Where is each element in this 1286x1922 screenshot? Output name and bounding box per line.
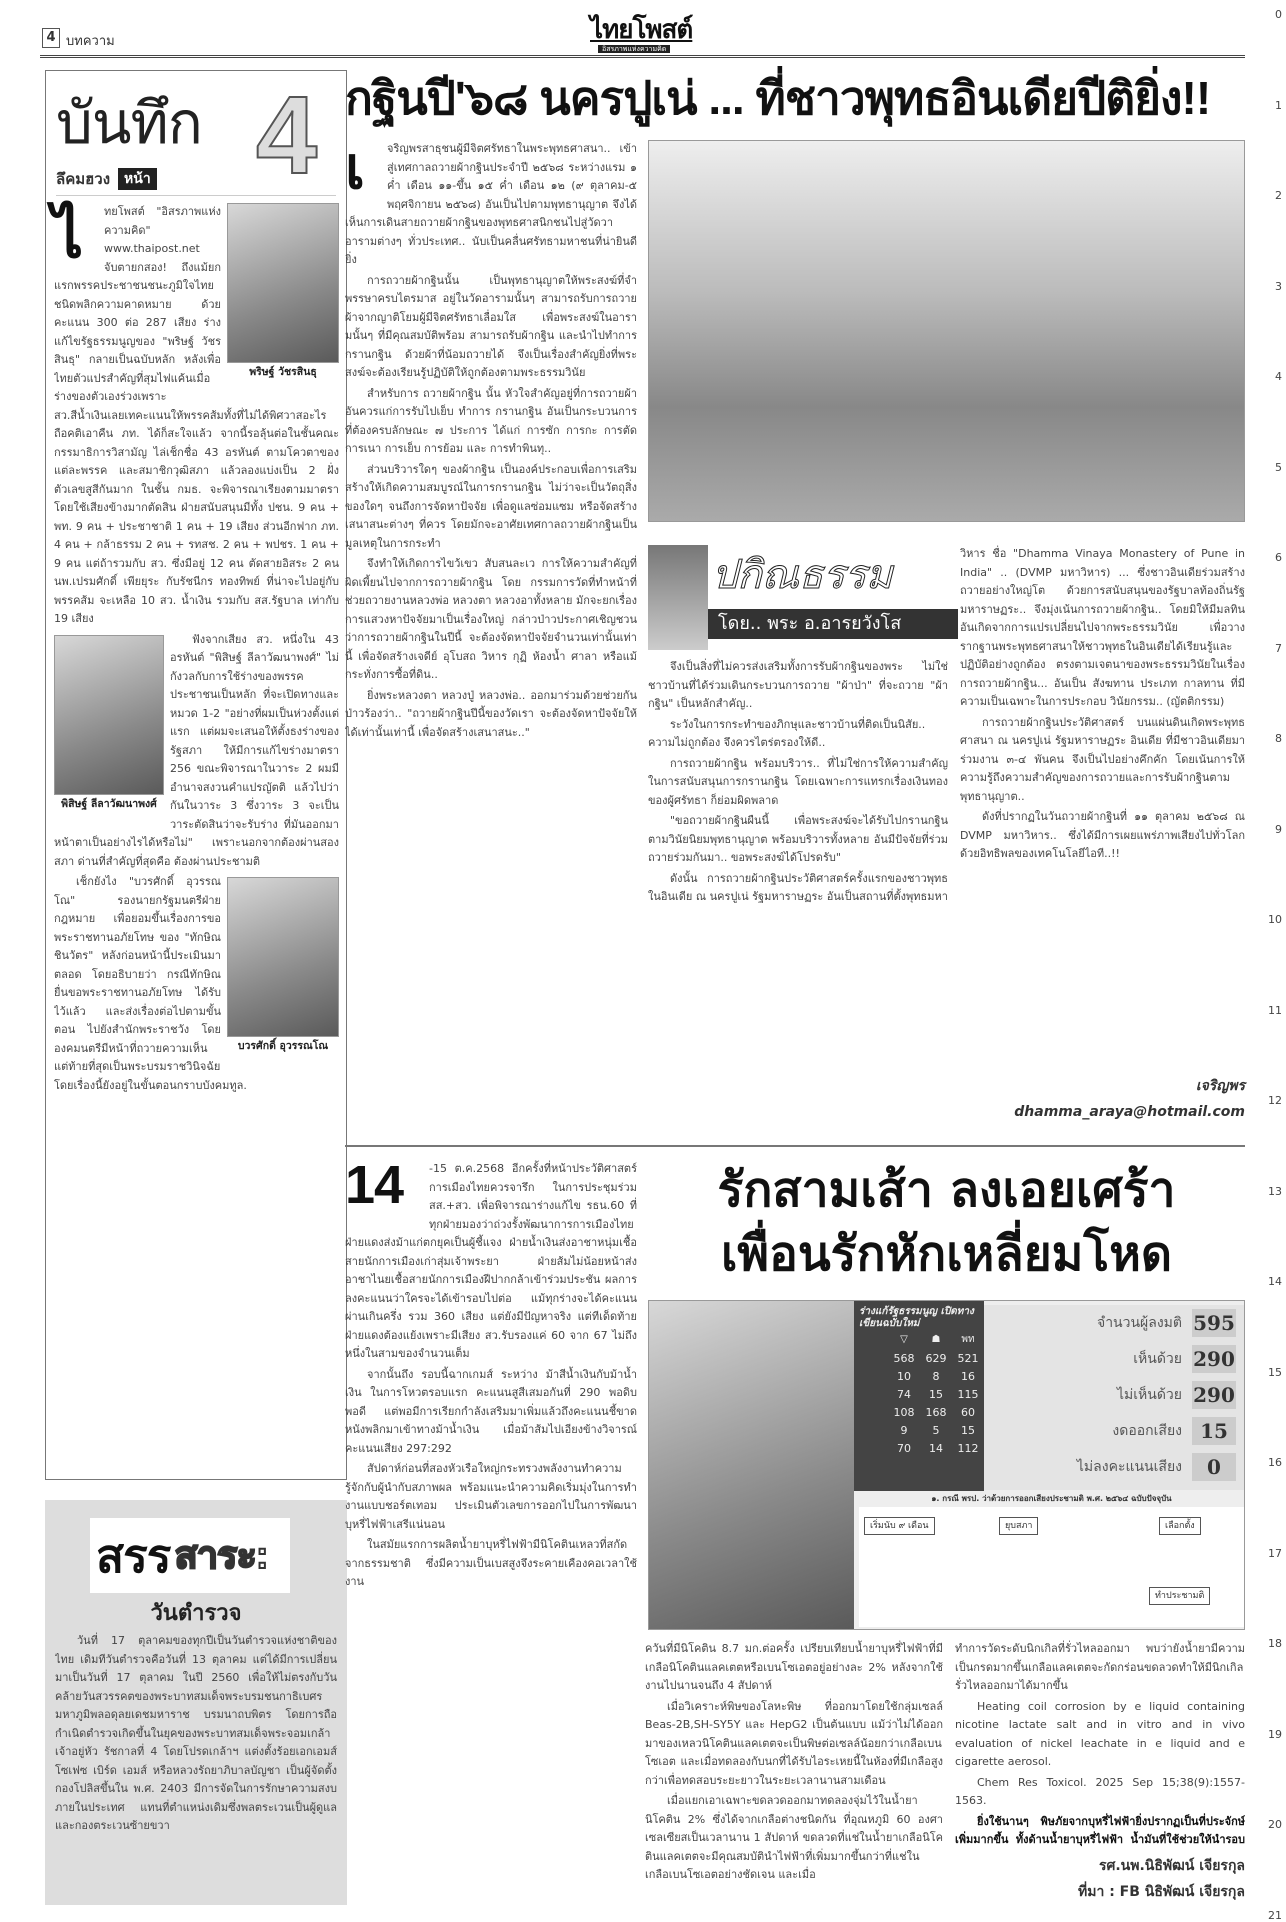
vote-cell: 115 xyxy=(957,1388,979,1401)
tally-value: 290 xyxy=(1193,1383,1235,1407)
photo-pirin: พริษฐ์ วัชรสินธุ xyxy=(227,203,339,385)
box-text: วันที่ 17 ตุลาคมของทุกปีเป็นวันตำรวจแห่งชาติของไทย เดิมทีวันตำรวจคือวันที่ 13 ตุลาคม แต่ได้มีการเปลี่ยนมาเป็นวันที่ 17 ตุลาคม ในปี 2560 เพื่อให้ไม่ตรงกับวันคล้ายวันสวรรคตของพระบาทสมเด็จพระบรมชนกาธิเบศร มหาภูมิพลอดุลยเดชมหาราช บรมนาถบพิตร โดยการถือกำเนิดตำรวจเกิดขึ้นในยุคของพระบาทสมเด็จพระจอมเกล้าเจ้าอยู่หัว รัชกาลที่ 4 โดยโปรดเกล้าฯ แต่งตั้งร้อยเอกเอมส์ โซเฟซ เบิร์ด เอมส์ หรือหลวงรัถยาภิบาลบัญชา เป็นผู้จัดตั้งกองโปลิสขึ้นใน พ.ศ. 2403 มีการจัดในการรักษาความสงบภายในประเทศ แทนที่ตำแหน่งเดิมซึ่งพลตระเวนเป็นผู้ดูแล และกองตระเวนซ้ายขวา xyxy=(55,1634,337,1832)
column-logo xyxy=(56,81,336,196)
box-title: วันตำรวจ xyxy=(150,1601,242,1626)
vote-row xyxy=(859,1350,979,1368)
photo-bowornsak: บวรศักดิ์ อุวรรณโณ xyxy=(227,877,339,1059)
vote-cell: 10 xyxy=(897,1370,911,1383)
kathin-ceremony-photo xyxy=(648,140,1245,522)
party-logo: ☗ xyxy=(931,1334,941,1345)
ruler-mark: 8 xyxy=(1275,732,1282,745)
article1-sign: เจริญพร xyxy=(1195,1078,1245,1094)
tally-label: ไม่เห็นด้วย xyxy=(1116,1387,1182,1403)
ruler-mark: 9 xyxy=(1275,822,1282,836)
article1-col1: จริญพรสาธุชนผู้มีจิตศรัทธาในพระพุทธศาสนา.. เข้าสู่เทศกาลถวายผ้ากฐินประจำปี ๒๕๖๘ ระหว่างแรม ๑ ค่ำ เดือน ๑๑-ขึ้น ๑๕ ค่ำ เดือน ๑๒ (๙ ตุลาคม-๕ พฤศจิกายน ๒๕๖๘) อันเป็นไปตามพุทธานุญาต จึงได้เห็นการเดินสายถวายผ้ากฐินของพุทธศาสนิกชนไปสู่วัดวาอารามต่างๆ ทั่วประเทศ.. นับเป็นคลื่นศรัทธามหาชนที่น่ายินดียิ่ง การถวายผ้ากฐินนั้น เป็นพุทธานุญาตให้พระสงฆ์ที่จำพรรษาครบไตรมาส อยู่ในวัดอารามนั้นๆ สามารถรับการถวายผ้าจากญาติโยมผู้มีจิตศรัทธาเลื่อมใส เพื่อพระสงฆ์ในอารามนั้นๆ ที่มีคุณสมบัติพร้อม สามารถรับผ้ากฐิน และนำไปทำการ กรานกฐิน ด้วยผ้าที่น้อมถวายได้ จึงเป็นเรื่องสำคัญยิ่งที่พระสงฆ์จะต้องเรียนรู้ปฏิบัติให้ถูกต้องตามพระธรรมวินัย สำหรับการ ถวายผ้ากฐิน นั้น หัวใจสำคัญอยู่ที่การถวายผ้าอันควรแก่การรับไปเย็บ ทำการ กรานกฐิน อันเป็นกระบวนการที่ต้องครบลักษณะ ๗ ประการ ได้แก่ การซัก การกะ การตัด การเนา การเย็บ การย้อม และ การทำพินทุ.. ส่วนบริวารใดๆ ของผ้ากฐิน เป็นองค์ประกอบเพื่อการเสริมสร้างให้เกิดความสมบูรณ์ในการกรานกฐิน ไม่ว่าจะเป็นวัตถุสิ่งของใดๆ จนถึงการจัดหาปัจจัย เพื่อดูแลซ่อมแซม หรือจัดสร้างเสนาสนะต่างๆ ที่ควร โดยมักจะอาศัยเทศกาลถวายผ้ากฐินเป็นมูลเหตุในการกระทำ จึงทำให้เกิดการไขว้เขว สับสนละเว การให้ความสำคัญที่ผิดเพี้ยนไปจากการถวายผ้ากฐิน โดย กรรมการวัดที่ทำหน้าที่ช่วยถวายงานหลวงพ่อ หลวงตา หลวงอาทั้งหลาย มักจะยกเรื่องการแสวงหาปัจจัยมาเป็นเรื่องใหญ่ กล่าวป่าวประกาศเชิญชวน ว่าการถวายผ้ากฐินในปีนี้ จะต้องจัดหาปัจจัยจำนวนเท่านั้นเท่านี้ เพื่อจัดสร้างเจดีย์ อุโบสถ วิหาร กุฏิ ห้องน้ำ ศาลา หรือแม้กระทั่งการซื้อที่ดิน.. ยิ่งพระหลวงตา หลวงปู่ หลวงพ่อ.. ออกมาร่วมด้วยช่วยกันป่าวร้องว่า.. "ถวายผ้ากฐินปีนี้ของวัดเรา จะต้องจัดหาปัจจัยให้ได้เท่านั้นเท่านี้ เพื่อจัดสร้างเสนาสนะ.." xyxy=(345,142,637,739)
divider xyxy=(345,1145,1245,1147)
timeline-box: เริ่มนับ ๙ เดือน xyxy=(864,1517,935,1535)
tally-value: 595 xyxy=(1193,1311,1235,1335)
photo-pisit: พิสิษฐ์ ลีลาวัฒนาพงศ์ xyxy=(54,635,164,817)
tally-panel xyxy=(984,1305,1244,1490)
ruler-mark: 13 xyxy=(1268,1184,1282,1198)
drop-cap: เ xyxy=(345,136,364,201)
ruler-mark: 14 xyxy=(1268,1275,1282,1288)
drop-cap: ไ xyxy=(52,202,83,271)
column-text: พริษฐ์ วัชรสินธุ ทยโพสต์ "อิสรภาพแห่งความคิด" www.thaipost.net จับตายกสอง! ถึงแม้ยกแรกพรรคประชาชนชนะภูมิใจไทยชนิดพลิกความคาดหมาย ด้วยคะแนน 300 ต่อ 287 เสียง ร่างแก้ไขรัฐธรรมนูญของ "พริษฐ์ วัชรสินธุ" กลายเป็นฉบับหลัก หลังเพื่อไทยตัวแปรสำคัญที่สุมไฟแค้นเมื่อร่างของตัวเองร่วงเพราะ สว.สีน้ำเงินเลยเทคะแนนให้พรรคส้มทั้งที่ไม่ได้พิศวาสอะไร ถือคติเอาคืน ภท. ได้ก็สะใจแล้ว จากนี้รอลุ้นต่อในชั้นคณะกรรมาธิการวิสามัญ ไล่เช็กชื่อ 43 อรหันต์ ตามโควตาของแต่ละพรรค และสมาชิกวุฒิสภา แล้วลองแบ่งเป็น 2 ฝั่ง ตัวเลขสูสีกันมาก ในชั้น กมธ. จะพิจารณาเรียงตามมาตรา โดยใช้เสียงข้างมากตัดสิน ฝ่ายสนับสนุนมีทั้ง ปชน. 9 คน + พท. 9 คน + ประชาชาติ 1 คน + 19 เสียง ส่วนอีกฟาก ภท. 4 คน + กล้าธรรม 2 คน + รทสช. 2 คน + พปชร. 1 คน + 9 คน แต่ถ้ารวมกับ สว. ซึ่งมีอยู่ 12 คน ตัดสายอิสระ 2 คน นพ.เปรมศักดิ์ เพียยุระ กับรัชนีกร ทองทิพย์ ที่น่าจะไปอยู่กับพรรคส้ม จะเหลือ 10 สว. น้ำเงิน รวมกับ สส.รัฐบาล เท่ากับ 19 เสียง พิสิษฐ์ ลีลาวัฒนาพงศ์ ฟังจากเสียง สว. หนึ่งใน 43 อรหันต์ "พิสิษฐ์ ลีลาวัฒนาพงศ์" ไม่กังวลกับการใช้ร่างของพรรคประชาชนเป็นหลัก ที่จะเปิดทางและหมวด 1-2 "อย่างที่ผมเป็นห่วงตั้งแต่แรก แต่ผมจะเสนอให้ตั้งธงร่างของรัฐสภา ให้มีการแก้ไขร่างมาตรา 256 ขณะพิจารณาในวาระ 2 ผมมีอำนาจสงวนคำแปรญัตติ แล้วไปว่ากันในวาระ 3 ซึ่งวาระ 3 จะเป็นวาระตัดสินว่าจะรับร่าง ที่มันออกมาหน้าตาเป็นอย่างไรได้หรือไม่" เพราะนอกจากต้องผ่านสองสภา ด่านที่สำคัญที่สุดคือ ต้องผ่านประชามติ บวรศักดิ์ อุวรรณโณ เช็กยังไง "บวรศักดิ์ อุวรรณโณ" รองนายกรัฐมนตรีฝ่ายกฎหมาย เพื่อยอมขึ้นเรื่องการขอพระราชทานอภัยโทษ ของ "ทักษิณ ชินวัตร" หลังก่อนหน้านี้ประเมินมาตลอด โดยอธิบายว่า กรณีทักษิณยื่นขอพระราชทานอภัยโทษ ได้รับไว้แล้ว และส่งเรื่องต่อไปตามขั้นตอน ไปยังสำนักพระราชวัง โดยองคมนตรีมีหน้าที่ถวายความเห็น แต่ท้ายที่สุดเป็นพระบรมราชวินิจฉัย โดยเรื่องนี้ยังอยู่ในขั้นตอนกราบบังคมทูล. xyxy=(54,205,339,1092)
ruler-mark: 2 xyxy=(1275,189,1282,202)
timeline-box: ยุบสภา xyxy=(999,1517,1038,1535)
vote-cell: 16 xyxy=(961,1370,975,1383)
brand-title: ปกิณธรรม xyxy=(712,552,893,598)
column-brand xyxy=(648,545,958,650)
vote-cell: 521 xyxy=(957,1352,979,1365)
vote-cell: 60 xyxy=(961,1406,975,1419)
tally-label: จำนวนผู้ลงมติ xyxy=(1096,1315,1182,1331)
vote-cell: 8 xyxy=(932,1370,940,1383)
ruler-mark: 18 xyxy=(1268,1637,1282,1650)
vote-cell: 568 xyxy=(893,1352,915,1365)
info-box xyxy=(45,1500,347,1905)
timeline-box: เลือกตั้ง xyxy=(1159,1517,1201,1535)
timeline-box: ทำประชามติ xyxy=(1149,1587,1210,1605)
article2-col1: -15 ต.ค.2568 อีกครั้งที่หน้าประวัติศาสตร์การเมืองไทยควรจารึก ในการประชุมร่วม สส.+สว. เพื่อพิจารณาร่างแก้ไข รธน.60 ที่ทุกฝ่ายมองว่าถ่วงรั้งพัฒนาการการเมืองไทย ฝ่ายแดงส่งม้าแก่ตกยุคเป็นผู้ชี้แจง ฝ่ายน้ำเงินส่งอาชาหนุ่มเชื้อสายนักการเมืองเก่าสุ่มเจ้าพระยา ฝ่ายส้มไม่น้อยหน้าส่งอาชาไนยเชื้อสายนักการเมืองฝีปากกล้าเข้าร่วมประชัน ผลการลงคะแนนว่าใครจะได้เข้ารอบไปต่อ แม้ทุกร่างจะได้คะแนนผ่านเกินครึ่ง รวม 360 เสียง แต่ยังมีปัญหาจริง แต่ทีเด็ดท้าย ฝ่ายแดงต้องแย้งเพราะมีเสียง สว.รับรองแค่ 60 จาก 67 ไม่ถึงหนึ่งในสามของจำนวนเต็ม จากนั้นถึง รอบนี้ฉากเกมส์ ระหว่าง ม้าสีน้ำเงินกับม้าน้ำเงิน ในการโหวตรอบแรก คะแนนสูสีเสมอกันที่ 290 พอดิบพอดี แต่พอมีการเรียกกำลังเสริมมาเพิ่มแล้วถึงคะแนนชี้ขาด หนังพลิกมาเข้าทางม้าน้ำเงิน เมื่อม้าส้มไปเอียงข้างวิจารณ์ คะแนนเสียง 297:292 สัปดาห์ก่อนที่สองหัวเรือใหญ่กระทรวงพลังงานทำความรู้จักกับผู้นำกับสภาพผล พร้อมแนะนำความคิดเริ่มมุ่งในการทำงานแบบชอร์ตเทอม ประเมินตัวเลขการออกไปในการพัฒนาบุหรี่ไฟฟ้าเสรีแน่นอน ในสมัยแรกการผลิตน้ำยาบุหรี่ไฟฟ้ามีนิโคตินเหลวที่สกัดจากธรรมชาติ ซึ่งมีความเป็นเบสสูงจึงระคายเคืองคอเวลาใช้งาน xyxy=(345,1162,637,1588)
ruler-mark: 21 xyxy=(1268,1908,1282,1922)
logo-subline xyxy=(56,167,246,191)
ruler-mark: 4 xyxy=(1275,370,1282,383)
big-number: 14 xyxy=(345,1155,404,1215)
vote-row xyxy=(859,1386,979,1404)
tally-label: ไม่ลงคะแนนเสียง xyxy=(1076,1459,1182,1475)
logo-tag: หน้า xyxy=(118,168,157,190)
vote-cell: 5 xyxy=(932,1424,940,1437)
ruler-mark: 10 xyxy=(1268,913,1282,926)
article2-headline xyxy=(648,1158,1245,1286)
headline-line-1: รักสามเส้า ลงเอยเศร้า xyxy=(717,1162,1176,1218)
vote-row xyxy=(859,1368,979,1386)
ruler-mark: 19 xyxy=(1268,1727,1282,1741)
article2-col3: ทำการวัดระดับนิกเกิลที่รั่วไหลออกมา พบว่ายังน้ำยามีความเป็นกรดมากขึ้นเกลือแลคเตตจะกัดกร่อนขดลวดทำให้มีนิกเกิลรั่วไหลออกมาได้มากขึ้น Heating coil corrosion by e liquid containing nicotine lactate salt and in vitro and in vivo evaluation of nickel leachate in e liquid and e cigarette aerosol. Chem Res Toxicol. 2025 Sep 15;38(9):1557-1563. ยิ่งใช้นานๆ พิษภัยจากบุหรี่ไฟฟ้ายิ่งปรากฏเป็นที่ประจักษ์เพิ่มมากขึ้น ทั้งด้านน้ำยาบุหรี่ไฟฟ้า น้ำมันที่ใช้ช่วยให้นำรอบ xyxy=(955,1642,1245,1846)
vote-rows xyxy=(859,1350,979,1458)
ruler-mark: 17 xyxy=(1268,1546,1282,1560)
vote-cell: 108 xyxy=(893,1406,915,1419)
ruler-mark: 1 xyxy=(1275,98,1282,112)
ruler-mark: 6 xyxy=(1275,551,1282,564)
logo-title: บันทึก xyxy=(56,91,202,156)
vote-cell: 9 xyxy=(900,1424,908,1437)
article1-email[interactable]: dhamma_araya@hotmail.com xyxy=(1014,1104,1245,1120)
vote-cell: 168 xyxy=(925,1406,947,1419)
vote-cell: 629 xyxy=(925,1352,947,1365)
ruler-mark: 5 xyxy=(1275,460,1282,474)
logo-number: 4 xyxy=(256,81,317,196)
source-credit: ที่มา : FB นิธิพัฒน์ เจียรกุล xyxy=(1078,1884,1245,1900)
author-sign: รศ.นพ.นิธิพัฒน์ เจียรกุล xyxy=(1098,1858,1245,1874)
vote-row xyxy=(859,1440,979,1458)
tally-row xyxy=(984,1449,1244,1485)
infographic-title: ร่างแก้รัฐธรรมนูญ เปิดทางเขียนฉบับใหม่ xyxy=(859,1306,974,1329)
tally-row xyxy=(984,1305,1244,1341)
vote-cell: 14 xyxy=(929,1442,943,1455)
party-logo: พท xyxy=(961,1334,975,1345)
box-logo-b: สาระ: xyxy=(174,1534,268,1577)
page-number: 4 xyxy=(42,28,60,48)
author-photo xyxy=(649,1301,854,1629)
ruler-mark: 3 xyxy=(1275,279,1282,293)
tally-row xyxy=(984,1341,1244,1377)
logo-sub: ลึคมฮวง xyxy=(56,170,111,188)
section-label: บทความ xyxy=(66,34,115,49)
ruler-mark: 12 xyxy=(1268,1094,1282,1107)
tally-row xyxy=(984,1413,1244,1449)
tally-value: 0 xyxy=(1192,1453,1236,1481)
column-box xyxy=(45,70,347,1480)
article1-col2: จึงเป็นสิ่งที่ไม่ควรส่งเสริมทั้งการรับผ้ากฐินของพระ ไม่ใช่ชาวบ้านที่ได้ร่วมเดินกระบวนการถวาย "ผ้าป่า" ที่จะถวาย "ผ้ากฐิน" เป็นหลักสำคัญ.. ระวังในการกระทำของภิกษุและชาวบ้านที่ติดเป็นนิสัย.. ความไม่ถูกต้อง จึงควรไตร่ตรองให้ดี.. การถวายผ้ากฐิน พร้อมบริวาร.. ที่ไม่ใช่การให้ความสำคัญในการสนับสนุนการกรานกฐิน โดยเฉพาะการแทรกเรื่องเงินทองของผู้ศรัทธา ก็ย่อมผิดพลาด "ขอถวายผ้ากฐินผืนนี้ เพื่อพระสงฆ์จะได้รับไปกรานกฐิน ตามวินัยนิยมพุทธานุญาต พร้อมบริวารทั้งหลาย อันมีปัจจัยที่ร่วมถวายร่วมกันมา.. ขอพระสงฆ์ได้โปรดรับ" ดังนั้น การถวายผ้ากฐินประวัติศาสตร์ครั้งแรกของชาวพุทธในอินเดีย ณ นครปูเน่ รัฐมหาราษฏระ อันเป็นสถานที่ตั้งพุทธมหา xyxy=(648,660,948,903)
ruler-mark: 16 xyxy=(1268,1456,1282,1469)
tally-value: 15 xyxy=(1192,1417,1236,1445)
vote-row xyxy=(859,1404,979,1422)
article1-col3: วิหาร ชื่อ "Dhamma Vinaya Monastery of Pune in India" .. (DVMP มหาวิหาร) ... ซึ่งชาวอินเดียร่วมสร้างถวายอย่างใหญ่โต ด้วยการสนับสนุนของรัฐบาลท้องถิ่นรัฐมหาราษฏระ.. จึงมุ่งเน้นการถวายผ้ากฐิน.. โดยมิให้มีมลทิน อันเกิดจากการแปรเปลี่ยนไปจากพระธรรมวินัย เพื่อวางรากฐานพระพุทธศาสนาให้ชาวพุทธในอินเดียได้เรียนรู้และปฏิบัติอย่างถูกต้อง ตรงตามเจตนาของพระธรรมวินัยในเรื่องการถวายผ้ากฐิน... อันเป็น สังฆทาน ประเภท กาลทาน ที่มีความเป็นเฉพาะในการประกอบ วินัยกรรม.. (ญัตติกรรม) การถวายผ้ากฐินประวัติศาสตร์ บนแผ่นดินเกิดพระพุทธศาสนา ณ นครปูเน่ รัฐมหาราษฏระ อินเดีย ที่มีชาวอินเดียมา ร่วมงาน ๓-๔ พันคน จึงเป็นไปอย่างคึกคัก โดยเน้นการให้ความรู้ถึงความสำคัญของการถวายและการรับผ้ากฐินตามพุทธานุญาต.. ดังที่ปรากฏในวันถวายผ้ากฐินที่ ๑๑ ตุลาคม ๒๕๖๘ ณ DVMP มหาวิหาร.. ซึ่งได้มีการเผยแพร่ภาพเสียงไปทั่วโลกด้วยอิทธิพลของเทคโนโลยีไอที..!! xyxy=(960,547,1245,860)
vote-row xyxy=(859,1422,979,1440)
header-rule xyxy=(40,55,1245,58)
newspaper-logo: ไทยโพสต์ xyxy=(590,14,693,44)
ruler-mark: 15 xyxy=(1268,1365,1282,1379)
vote-cell: 74 xyxy=(897,1388,911,1401)
ruler-mark: 20 xyxy=(1268,1818,1282,1831)
article1-headline: กฐินปี'๖๘ นครปูเน่ ... ที่ชาวพุทธอินเดียปีติยิ่ง!! xyxy=(345,72,1211,124)
ruler-mark: 7 xyxy=(1275,641,1282,655)
box-logo xyxy=(90,1518,290,1593)
vote-cell: 70 xyxy=(897,1442,911,1455)
timeline xyxy=(859,1507,1244,1627)
brand-byline: โดย.. พระ อ.อารยวังโส xyxy=(708,609,958,639)
vote-infographic xyxy=(854,1301,984,1491)
ruler-mark: 11 xyxy=(1268,1003,1282,1017)
article2-col2: ควันที่มีนิโคติน 8.7 มก.ต่อครั้ง เปรียบเทียบน้ำยาบุหรี่ไฟฟ้าที่มีเกลือนิโคตินแลคเตตหรือเบนโซเอตอยู่อย่างละ 2% หลังจากใช้งานไปนานจนถึง 4 สัปดาห์ เมื่อวิเคราะห์พิษของโลหะพิษ ที่ออกมาโดยใช้กลุ่มเซลล์ Beas-2B,SH-SY5Y และ HepG2 เป็นต้นแบบ แม้ว่าไม่ได้ออกมาของเหลวนิโคตินแลคเตตจะเป็นพิษต่อเซลล์น้อยกว่าเกลือเบนโซเอต และเมื่อทดลองกับนกที่ได้รับไอระเหยนี้ในห้องที่มีเกลือสูงกว่าเพื่อทดสอบระยะยาวในระยะเวลานานสามเดือน เมื่อแยกเอาเฉพาะขดลวดออกมาทดลองจุ่มไว้ในน้ำยานิโคติน 2% ซึ่งได้จากเกลือต่างชนิดกัน ที่อุณหภูมิ 60 องศาเซลเซียสเป็นเวลานาน 1 สัปดาห์ ขดลวดที่แช่ในน้ำยาเกลือนิโคตินแลคเตตจะมีคุณสมบัตินำไฟฟ้าที่เพิ่มมากขึ้นกว่าที่แช่ในเกลือเบนโซเอตอย่างชัดเจน และเมื่อ xyxy=(645,1642,943,1881)
tally-label: เห็นด้วย xyxy=(1133,1351,1182,1367)
tally-row xyxy=(984,1377,1244,1413)
article2-image xyxy=(648,1300,1245,1630)
tally-label: งดออกเสียง xyxy=(1112,1423,1182,1439)
vote-cell: 15 xyxy=(929,1388,943,1401)
box-logo-a: สรร xyxy=(96,1529,171,1582)
vote-cell: 15 xyxy=(961,1424,975,1437)
newspaper-tagline: อิสรภาพแห่งความคิด xyxy=(598,45,670,53)
ruler-mark: 0 xyxy=(1275,8,1282,21)
party-row xyxy=(859,1334,979,1346)
monk-portrait xyxy=(648,545,708,650)
tally-value: 290 xyxy=(1193,1347,1235,1371)
timeline-title: ๑. กรณี พรป. ว่าด้วยการออกเสียงประชามติ พ.ศ. ๒๕๖๔ ฉบับปัจจุบัน xyxy=(931,1494,1172,1503)
vote-cell: 112 xyxy=(957,1442,979,1455)
party-logo: ▽ xyxy=(900,1334,908,1345)
headline-line-2: เพื่อนรักหักเหลี่ยมโหด xyxy=(720,1226,1173,1282)
